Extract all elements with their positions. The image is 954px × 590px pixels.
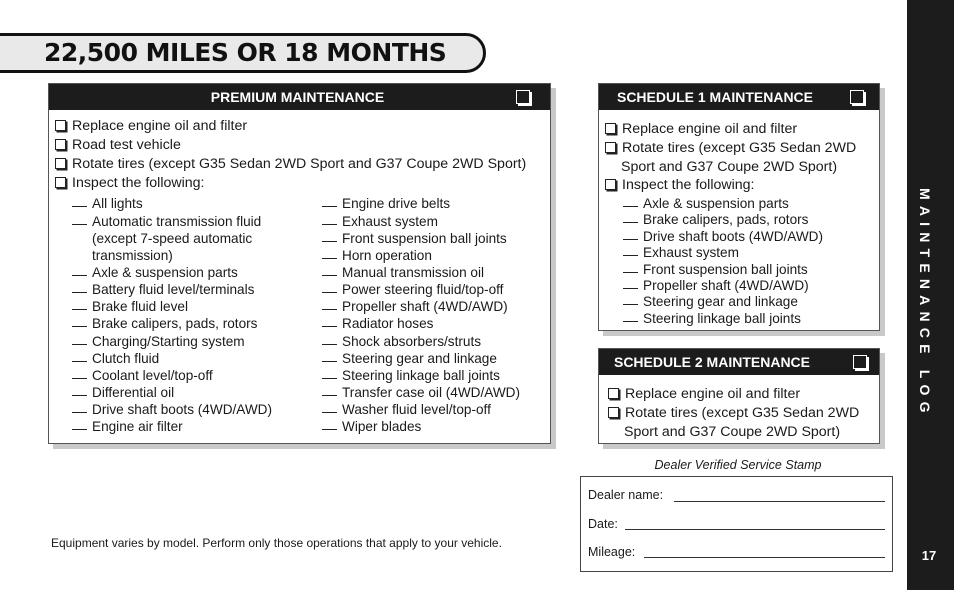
schedule2-maintenance-box <box>598 348 880 444</box>
inspect-item: Steering gear and linkage <box>322 350 497 367</box>
premium-item: Replace engine oil and filter <box>55 117 247 135</box>
checkbox-icon <box>605 123 616 134</box>
inspect-item: Engine drive belts <box>322 195 450 212</box>
date-label: Date: <box>588 517 618 531</box>
checkbox-icon <box>853 355 867 369</box>
inspect-item: Radiator hoses <box>322 315 433 332</box>
inspect-item: Engine air filter <box>72 418 183 435</box>
inspect-item: Automatic transmission fluid <box>72 213 261 230</box>
premium-item: Road test vehicle <box>55 136 181 154</box>
stamp-label: Dealer Verified Service Stamp <box>654 458 822 472</box>
inspect-item: Shock absorbers/struts <box>322 333 481 350</box>
schedule2-item-cont: Sport and G37 Coupe 2WD Sport) <box>624 424 841 440</box>
inspect-item: Axle & suspension parts <box>623 195 789 212</box>
inspect-item: Clutch fluid <box>72 350 159 367</box>
inspect-item: Propeller shaft (4WD/AWD) <box>322 298 508 315</box>
inspect-item: Steering linkage ball joints <box>322 367 500 384</box>
inspect-item: Propeller shaft (4WD/AWD) <box>623 277 809 294</box>
schedule1-item-cont: Sport and G37 Coupe 2WD Sport) <box>621 159 838 175</box>
checkbox-icon <box>605 179 616 190</box>
inspect-item: Axle & suspension parts <box>72 264 238 281</box>
schedule1-item: Rotate tires (except G35 Sedan 2WD <box>605 139 856 157</box>
mileage-field[interactable] <box>644 557 885 558</box>
schedule2-item: Rotate tires (except G35 Sedan 2WD <box>608 404 859 422</box>
date-field[interactable] <box>625 529 885 530</box>
inspect-item: Power steering fluid/top-off <box>322 281 503 298</box>
schedule2-header-label: SCHEDULE 2 MAINTENANCE <box>613 354 810 370</box>
inspect-item: Washer fluid level/top-off <box>322 401 491 418</box>
checkbox-icon <box>608 407 619 418</box>
premium-item: Inspect the following: <box>55 174 205 192</box>
inspect-item: Exhaust system <box>623 244 739 261</box>
schedule1-item: Replace engine oil and filter <box>605 120 797 138</box>
schedule1-header-label: SCHEDULE 1 MAINTENANCE <box>616 89 813 105</box>
inspect-item: Drive shaft boots (4WD/AWD) <box>72 401 272 418</box>
inspect-item-cont: transmission) <box>92 248 173 263</box>
inspect-item: Charging/Starting system <box>72 333 245 350</box>
schedule2-header <box>599 349 879 375</box>
premium-maintenance-box <box>48 83 551 444</box>
page-title: 22,500 MILES OR 18 MONTHS <box>44 38 447 67</box>
premium-item: Rotate tires (except G35 Sedan 2WD Sport and G37 Coupe 2WD Sport) <box>55 155 526 173</box>
schedule2-item: Replace engine oil and filter <box>608 385 800 403</box>
checkbox-icon <box>516 90 530 104</box>
inspect-item: Brake calipers, pads, rotors <box>72 315 257 332</box>
premium-header-label: PREMIUM MAINTENANCE <box>210 89 385 105</box>
inspect-item: Steering gear and linkage <box>623 293 798 310</box>
inspect-item: Coolant level/top-off <box>72 367 213 384</box>
checkbox-icon <box>608 388 619 399</box>
inspect-item: Differential oil <box>72 384 174 401</box>
schedule1-maintenance-box <box>598 83 880 331</box>
checkbox-icon <box>55 139 66 150</box>
premium-header <box>49 84 550 110</box>
footnote: Equipment varies by model. Perform only those operations that apply to your vehicle. <box>51 536 502 550</box>
dealer-stamp-box <box>580 476 893 572</box>
schedule1-header <box>599 84 879 110</box>
checkbox-icon <box>55 120 66 131</box>
checkbox-icon <box>605 142 616 153</box>
inspect-item: Front suspension ball joints <box>322 230 507 247</box>
mileage-label: Mileage: <box>588 545 636 559</box>
inspect-item: All lights <box>72 195 143 212</box>
checkbox-icon <box>55 177 66 188</box>
inspect-item: Horn operation <box>322 247 432 264</box>
inspect-item: Front suspension ball joints <box>623 261 808 278</box>
inspect-item: Steering linkage ball joints <box>623 310 801 327</box>
inspect-item: Drive shaft boots (4WD/AWD) <box>623 228 823 245</box>
schedule1-item: Inspect the following: <box>605 176 755 194</box>
checkbox-icon <box>850 90 864 104</box>
page-number: 17 <box>921 548 937 563</box>
dealer-name-label: Dealer name: <box>588 488 664 502</box>
inspect-item: Wiper blades <box>322 418 421 435</box>
checkbox-icon <box>55 158 66 169</box>
inspect-item: Manual transmission oil <box>322 264 484 281</box>
inspect-item: Exhaust system <box>322 213 438 230</box>
dealer-name-field[interactable] <box>674 501 885 502</box>
inspect-item-cont: (except 7-speed automatic <box>92 231 253 246</box>
inspect-item: Transfer case oil (4WD/AWD) <box>322 384 520 401</box>
inspect-item: Brake fluid level <box>72 298 188 315</box>
side-tab-label: MAINTENANCE LOG <box>917 188 933 419</box>
inspect-item: Brake calipers, pads, rotors <box>623 211 808 228</box>
inspect-item: Battery fluid level/terminals <box>72 281 254 298</box>
